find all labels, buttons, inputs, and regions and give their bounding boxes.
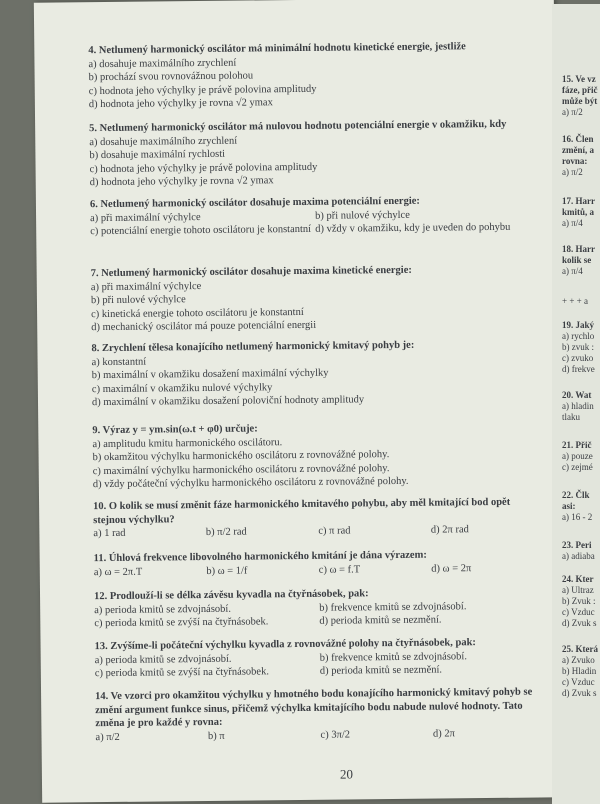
option-b: b) při nulové výchylce xyxy=(315,209,410,222)
fragment-line: 16. Člen xyxy=(562,134,594,144)
option-c: c) maximální výchylku harmonického oscilátoru z rovnovážné polohy. xyxy=(92,462,390,477)
option-c: c) hodnota jeho výchylky je právě polovina amplitudy xyxy=(89,161,318,175)
option-d: d) vždy v okamžiku, kdy je uveden do pohybu xyxy=(315,221,511,235)
fragment-line: a) Zvuko xyxy=(562,655,595,665)
question-7 xyxy=(91,262,542,334)
right-fragment-25 xyxy=(562,644,600,699)
question-title: 7. Netlumený harmonický oscilátor dosahuje maxima kinetické energie: xyxy=(90,264,412,280)
question-5 xyxy=(89,117,540,189)
option-d: d) perioda kmitů se nezmění. xyxy=(319,614,442,627)
right-fragment-16 xyxy=(562,134,600,178)
option-c: c) perioda kmitů se zvýší na čtyřnásobek. xyxy=(94,616,269,630)
question-title: 6. Netlumený harmonický oscilátor dosahuje maxima potenciální energie: xyxy=(89,195,420,211)
option-d: d) vždy počáteční výchylku harmonického oscilátoru z rovnovážné polohy. xyxy=(92,475,409,491)
option-b: b) maximální v okamžiku dosažení maximální výchylky xyxy=(91,367,329,382)
fragment-line: c) zejmé xyxy=(562,462,593,472)
option-c: c) potenciální energie tohoto oscilátoru je konstantní xyxy=(90,223,312,238)
question-title: 11. Úhlová frekvence libovolného harmonického kmitání je dána výrazem: xyxy=(93,549,427,565)
fragment-line: může být xyxy=(562,96,598,106)
question-14 xyxy=(95,685,546,744)
fragment-line: a) π/2 xyxy=(562,107,583,117)
option-b: b) okamžitou výchylku harmonického oscilátoru z rovnovážné polohy. xyxy=(92,449,390,464)
fragment-line: fáze, přič xyxy=(562,85,598,95)
fragment-line: d) frekve xyxy=(562,364,595,374)
option-d: d) hodnota jeho výchylky je rovna √2 ymax xyxy=(88,97,273,111)
fragment-line: 24. Kter xyxy=(562,574,594,584)
option-d: d) maximální v okamžiku dosažení poloviční hodnoty amplitudy xyxy=(91,394,365,409)
question-13 xyxy=(95,635,545,680)
option-c: c) ω = f.T xyxy=(318,563,361,576)
option-b: b) frekvence kmitů se zdvojnásobí. xyxy=(319,650,468,664)
question-title: 12. Prodlouží-li se délka závěsu kyvadla na čtyřnásobek, pak: xyxy=(93,588,369,603)
fragment-line: a) π/2 xyxy=(562,167,583,177)
option-c: c) 3π/2 xyxy=(320,728,351,741)
option-c: c) maximální v okamžiku nulové výchylky xyxy=(91,381,273,395)
right-fragment-22 xyxy=(562,490,600,523)
option-a: a) perioda kmitů se zdvojnásobí. xyxy=(94,603,232,616)
option-d: d) ω = 2π xyxy=(431,562,472,575)
fragment-line: asi: xyxy=(562,501,576,511)
fragment-line: tlaku xyxy=(562,412,580,422)
fragment-line: kmitů, a xyxy=(562,207,595,217)
fragment-line: + + + a xyxy=(562,296,588,306)
right-fragment-21 xyxy=(562,440,600,473)
fragment-line: 22. Člk xyxy=(562,490,590,500)
option-a: a) amplitudu kmitu harmonického oscilátoru. xyxy=(92,436,283,450)
option-a: a) 1 rad xyxy=(93,527,126,540)
option-b: b) ω = 1/f xyxy=(206,565,248,577)
option-a: a) při maximální výchylce xyxy=(90,280,202,293)
right-fragment-23 xyxy=(562,540,600,562)
fragment-line: rovna: xyxy=(562,156,588,166)
option-c: c) hodnota jeho výchylky je právě polovina amplitudy xyxy=(88,83,317,97)
right-fragment-24 xyxy=(562,574,600,629)
option-d: d) 2π rad xyxy=(430,524,469,536)
option-a: a) π/2 xyxy=(95,731,120,743)
fragment-line: a) Ultraz xyxy=(562,585,594,595)
question-4 xyxy=(88,39,539,111)
fragment-line: c) zvuko xyxy=(562,353,594,363)
right-fragment-separator xyxy=(562,296,600,307)
question-title: 10. O kolik se musí změnit fáze harmonického kmitavého pohybu, aby měl kmitající bod opět stejnou výchylku? xyxy=(93,496,511,526)
fragment-line: d) Zvuk s xyxy=(562,688,597,698)
fragment-line: a) hladin xyxy=(562,401,594,411)
fragment-line: kolik se xyxy=(562,255,592,265)
right-fragment-15 xyxy=(562,74,600,118)
right-fragment-18 xyxy=(562,244,600,277)
option-c: c) kinetická energie tohoto oscilátoru je konstantní xyxy=(91,306,304,320)
fragment-line: 17. Harr xyxy=(562,196,595,206)
question-12 xyxy=(94,585,544,630)
fragment-line: a) π/4 xyxy=(562,266,583,276)
option-a: a) dosahuje maximálního zrychlení xyxy=(89,135,238,148)
page-number: 20 xyxy=(339,766,353,782)
fragment-line: d) Zvuk s xyxy=(562,618,597,628)
option-a: a) ω = 2π.T xyxy=(93,566,143,578)
fragment-line: 21. Přič xyxy=(562,440,592,450)
question-6 xyxy=(90,193,540,238)
fragment-line: b) Hladin xyxy=(562,666,597,676)
fragment-line: a) π/4 xyxy=(562,218,583,228)
question-9 xyxy=(92,419,543,491)
fragment-line: a) pouze xyxy=(562,451,593,461)
option-c: c) perioda kmitů se zvýší na čtyřnásobek. xyxy=(94,666,269,680)
option-a: a) perioda kmitů se zdvojnásobí. xyxy=(94,653,232,666)
question-title: 4. Netlumený harmonický oscilátor má minimální hodnotu kinetické energie, jestliže xyxy=(88,41,466,57)
option-c: c) π rad xyxy=(318,525,351,537)
option-b: b) dosahuje maximální rychlosti xyxy=(89,148,226,162)
option-b: b) frekvence kmitů se zdvojnásobí. xyxy=(319,600,467,614)
question-title: 5. Netlumený harmonický oscilátor má nulovou hodnotu potenciální energie v okamžiku, kdy xyxy=(89,118,507,135)
fragment-line: b) zvuk : xyxy=(562,342,594,352)
option-b: b) π xyxy=(207,730,225,742)
question-8 xyxy=(91,337,542,409)
right-fragment-20 xyxy=(562,390,600,423)
question-title: 14. Ve vzorci pro okamžitou výchylku y hmotného bodu konajícího harmonický kmitavý pohyb se změní argument funkce sinus, přičemž výchylka kmitajícího bodu nabude nulové hodnoty. Tato změna je pro každé y rovna: xyxy=(95,686,533,730)
option-d: d) hodnota jeho výchylky je rovna √2 ymax xyxy=(89,175,274,189)
right-fragment-17 xyxy=(562,196,600,229)
question-10 xyxy=(93,495,543,540)
right-page xyxy=(552,4,600,804)
question-title: 13. Zvýšíme-li počáteční výchylku kyvadla z rovnovážné polohy na čtyřnásobek, pak: xyxy=(94,637,476,653)
option-d: d) perioda kmitů se nezmění. xyxy=(319,664,443,677)
option-b: b) při nulové výchylce xyxy=(90,294,186,307)
option-d: d) mechanický oscilátor má pouze potenciální energii xyxy=(91,319,317,334)
question-title: 9. Výraz y = ym.sin(ω.t + φ0) určuje: xyxy=(92,423,258,437)
fragment-line: a) 16 - 2 xyxy=(562,512,593,522)
fragment-line: změní, a xyxy=(562,145,594,155)
question-11 xyxy=(94,547,544,579)
fragment-line: 19. Jaký xyxy=(562,320,595,330)
fragment-line: 23. Peri xyxy=(562,540,592,550)
fragment-line: 25. Která xyxy=(562,644,598,654)
option-a: a) konstantní xyxy=(91,356,147,368)
fragment-line: 18. Harr xyxy=(562,244,595,254)
fragment-line: b) Zvuk : xyxy=(562,596,596,606)
right-fragment-19 xyxy=(562,320,600,375)
option-a: a) při maximální výchylce xyxy=(90,211,201,224)
question-title: 8. Zrychlení tělesa konajícího netlumený harmonický kmitavý pohyb je: xyxy=(91,339,415,355)
option-b: b) prochází svou rovnovážnou polohou xyxy=(88,70,254,84)
fragment-line: 20. Wat xyxy=(562,390,592,400)
fragment-line: c) Vzduc xyxy=(562,677,595,687)
left-page xyxy=(34,0,562,803)
fragment-line: a) rychlo xyxy=(562,331,595,341)
fragment-line: a) adiaba xyxy=(562,551,595,561)
option-d: d) 2π xyxy=(432,727,455,740)
fragment-line: 15. Ve vz xyxy=(562,74,596,84)
option-a: a) dosahuje maximálního zrychlení xyxy=(88,57,237,70)
option-b: b) π/2 rad xyxy=(205,526,247,538)
fragment-line: c) Vzduc xyxy=(562,607,595,617)
